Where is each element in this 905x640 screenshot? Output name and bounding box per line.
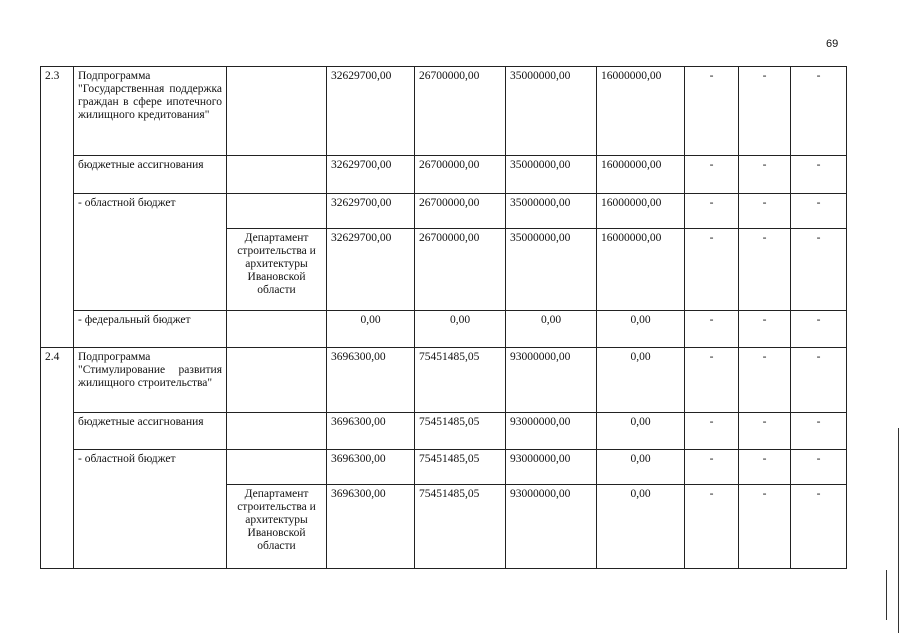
dash-cell: - [739,229,791,311]
dash-cell: - [791,194,847,229]
value-cell: 75451485,05 [415,348,506,413]
row-index: 2.4 [41,348,74,569]
executor-cell [227,194,327,229]
dash-cell: - [685,348,739,413]
row-label: бюджетные ассигнования [74,413,227,450]
dash-cell: - [685,485,739,569]
dash-cell: - [791,413,847,450]
value-cell: 0,00 [597,311,685,348]
dash-cell: - [739,450,791,485]
row-label: - федеральный бюджет [74,311,227,348]
value-cell: 32629700,00 [327,156,415,194]
dash-cell: - [739,194,791,229]
dash-cell: - [739,413,791,450]
value-cell: 16000000,00 [597,229,685,311]
dash-cell: - [739,348,791,413]
executor-cell [227,156,327,194]
row-label: - областной бюджет [74,194,227,311]
row-label: - областной бюджет [74,450,227,569]
dash-cell: - [791,450,847,485]
value-cell: 16000000,00 [597,67,685,156]
dash-cell: - [739,311,791,348]
executor-cell [227,67,327,156]
value-cell: 35000000,00 [506,229,597,311]
value-cell: 93000000,00 [506,348,597,413]
dash-cell: - [685,194,739,229]
table-row [41,413,847,450]
value-cell: 26700000,00 [415,67,506,156]
value-cell: 3696300,00 [327,348,415,413]
value-cell: 93000000,00 [506,485,597,569]
executor-cell [227,450,327,485]
dash-cell: - [791,67,847,156]
row-label: бюджетные ассигнования [74,156,227,194]
dash-cell: - [685,156,739,194]
value-cell: 3696300,00 [327,485,415,569]
dash-cell: - [791,311,847,348]
value-cell: 26700000,00 [415,194,506,229]
value-cell: 32629700,00 [327,67,415,156]
page-number: 69 [826,38,839,50]
value-cell: 0,00 [327,311,415,348]
value-cell: 0,00 [597,348,685,413]
table-row [41,450,847,485]
scan-artifact-line [886,570,887,620]
dash-cell: - [791,485,847,569]
value-cell: 93000000,00 [506,450,597,485]
table-row [41,156,847,194]
table-row [41,311,847,348]
value-cell: 35000000,00 [506,67,597,156]
dash-cell: - [739,485,791,569]
value-cell: 75451485,05 [415,450,506,485]
value-cell: 26700000,00 [415,156,506,194]
executor-cell: Департамент строительства и архитектуры Ивановской области [227,485,327,569]
dash-cell: - [791,229,847,311]
value-cell: 32629700,00 [327,229,415,311]
value-cell: 0,00 [597,485,685,569]
dash-cell: - [739,156,791,194]
table-row [41,348,847,413]
value-cell: 0,00 [597,413,685,450]
dash-cell: - [685,229,739,311]
dash-cell: - [739,67,791,156]
dash-cell: - [685,67,739,156]
value-cell: 35000000,00 [506,194,597,229]
value-cell: 35000000,00 [506,156,597,194]
value-cell: 26700000,00 [415,229,506,311]
value-cell: 0,00 [415,311,506,348]
table-row [41,67,847,156]
budget-table [40,66,847,569]
value-cell: 0,00 [506,311,597,348]
value-cell: 0,00 [597,450,685,485]
value-cell: 3696300,00 [327,450,415,485]
program-name: Подпрограмма "Стимулирование развития жилищного строительства" [74,348,227,413]
scan-artifact-line [898,428,899,633]
value-cell: 32629700,00 [327,194,415,229]
value-cell: 75451485,05 [415,485,506,569]
value-cell: 3696300,00 [327,413,415,450]
value-cell: 16000000,00 [597,194,685,229]
executor-cell: Департамент строительства и архитектуры Ивановской области [227,229,327,311]
value-cell: 16000000,00 [597,156,685,194]
executor-cell [227,413,327,450]
executor-cell [227,311,327,348]
program-name: Подпрограмма "Государственная поддержка граждан в сфере ипотечного жилищного кредитования" [74,67,227,156]
dash-cell: - [685,413,739,450]
executor-cell [227,348,327,413]
dash-cell: - [685,311,739,348]
table-row [41,194,847,229]
value-cell: 75451485,05 [415,413,506,450]
dash-cell: - [791,156,847,194]
value-cell: 93000000,00 [506,413,597,450]
dash-cell: - [791,348,847,413]
row-index: 2.3 [41,67,74,348]
dash-cell: - [685,450,739,485]
